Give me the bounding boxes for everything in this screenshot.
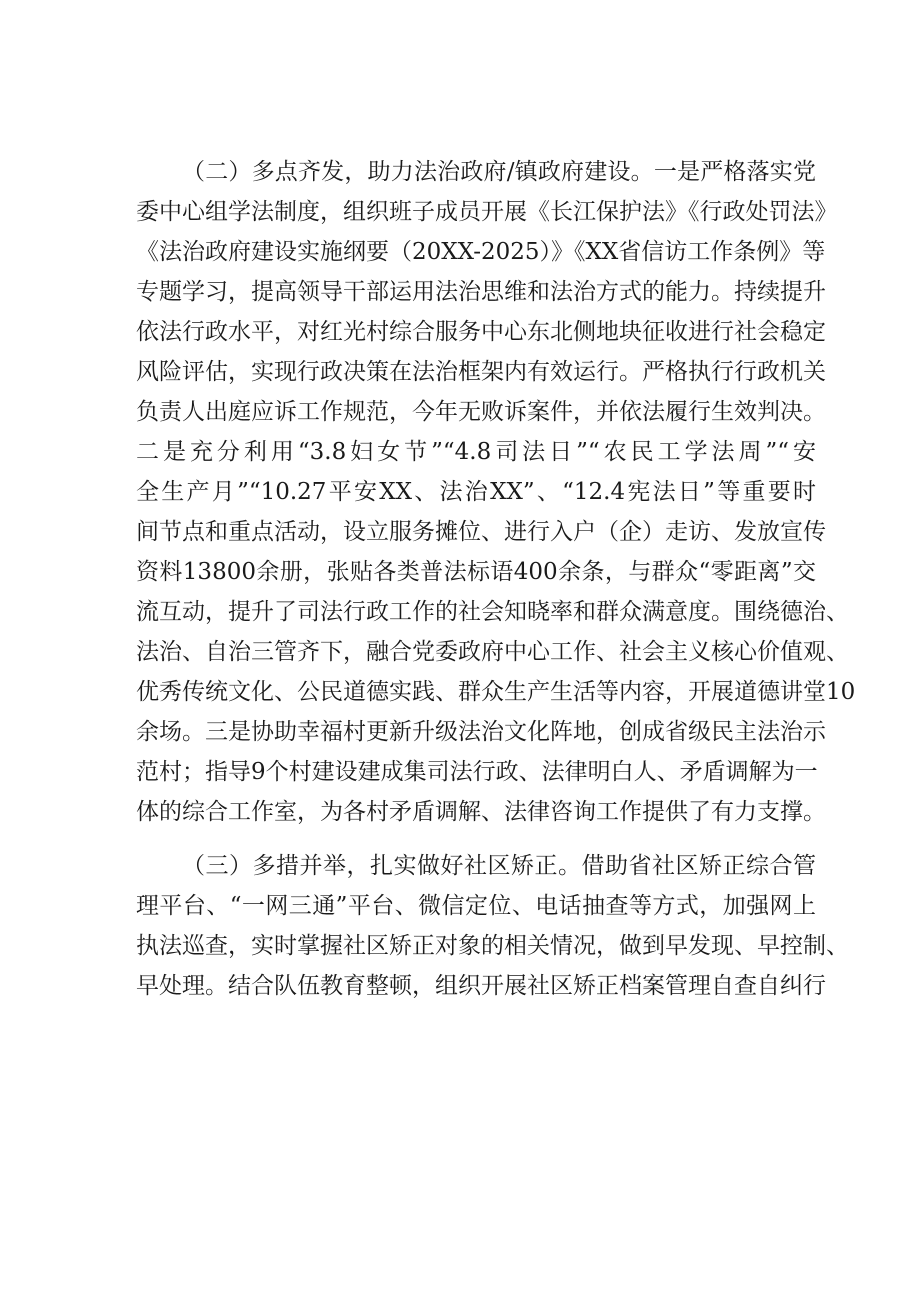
text-line: 优秀传统文化、公民道德实践、群众生产生活等内容，开展道德讲堂10: [136, 679, 856, 705]
text-line: 《法治政府建设实施纲要（20XX-2025）》《XX省信访工作条例》等: [136, 239, 826, 265]
text-line: 委中心组学法制度，组织班子成员开展《长江保护法》《行政处罚法》: [136, 199, 838, 225]
paragraph-2: [136, 152, 856, 832]
text-line: 风险评估，实现行政决策在法治框架内有效运行。严格执行行政机关: [136, 359, 826, 385]
text-line: 专题学习，提高领导干部运用法治思维和法治方式的能力。持续提升: [136, 279, 826, 305]
paragraph-3: [136, 846, 849, 1006]
document-body: [136, 152, 856, 1006]
text-line: 流互动，提升了司法行政工作的社会知晓率和群众满意度。围绕德治、: [136, 599, 849, 625]
text-line: 负责人出庭应诉工作规范，今年无败诉案件，并依法履行生效判决。: [136, 399, 826, 425]
text-line: （三）多措并举，扎实做好社区矫正。借助省社区矫正综合管: [182, 853, 816, 879]
text-line: 资料13800余册，张贴各类普法标语400余条，与群众“零距离”交: [136, 559, 816, 585]
text-line: （二）多点齐发，助力法治政府/镇政府建设。一是严格落实党: [182, 159, 816, 185]
text-line: 执法巡查，实时掌握社区矫正对象的相关情况，做到早发现、早控制、: [136, 933, 849, 959]
text-line: 理平台、“一网三通”平台、微信定位、电话抽查等方式，加强网上: [136, 893, 816, 919]
text-line: 间节点和重点活动，设立服务摊位、进行入户（企）走访、发放宣传: [136, 519, 826, 545]
paragraph-gap: [136, 832, 816, 846]
text-line: 二是充分利用“3.8妇女节”“4.8司法日”“农民工学法周”“安: [136, 439, 816, 465]
text-line: 范村；指导9个村建设建成集司法行政、法律明白人、矛盾调解为一: [136, 759, 818, 785]
text-line: 全生产月”“10.27平安XX、法治XX”、“12.4宪法日”等重要时: [136, 479, 816, 505]
text-line: 体的综合工作室，为各村矛盾调解、法律咨询工作提供了有力支撑。: [136, 799, 826, 825]
text-line: 早处理。结合队伍教育整顿，组织开展社区矫正档案管理自查自纠行: [136, 973, 826, 999]
text-line: 法治、自治三管齐下，融合党委政府中心工作、社会主义核心价值观、: [136, 639, 849, 665]
text-line: 依法行政水平，对红光村综合服务中心东北侧地块征收进行社会稳定: [136, 319, 826, 345]
text-line: 余场。三是协助幸福村更新升级法治文化阵地，创成省级民主法治示: [136, 719, 826, 745]
